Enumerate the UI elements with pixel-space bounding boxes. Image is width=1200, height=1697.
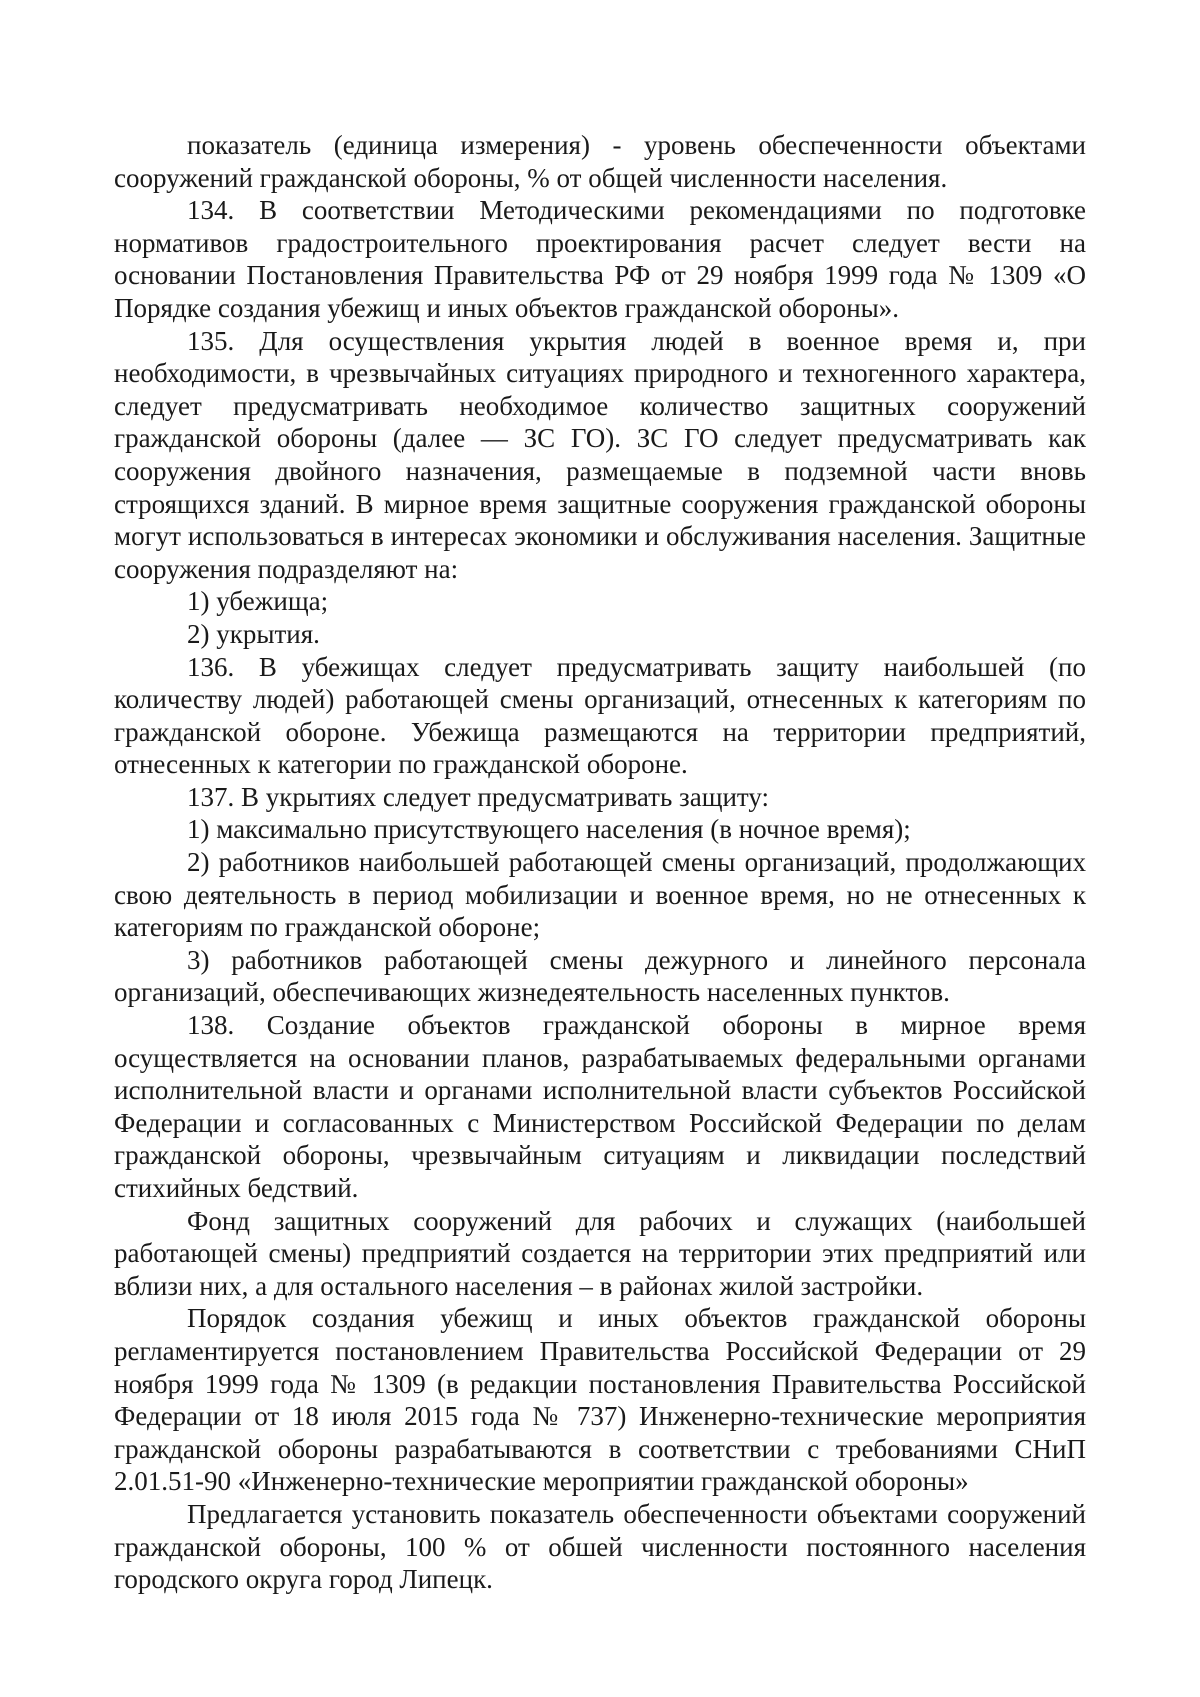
list-item-population: 1) максимально присутствующего населения (в ночное время);: [187, 814, 911, 845]
paragraph-137: 137. В укрытиях следует предусматривать защиту:: [187, 781, 770, 812]
document-body: [114, 129, 1086, 1596]
list-item-shelters: 1) убежища;: [187, 586, 329, 617]
paragraph-138: 138. Создание объектов гражданской обороны в мирное время осуществляется на основании планов, разрабатываемых федеральными органами исполнительной власти и органами исполнительной власти субъектов Российской Федерации и согласованных с Министерством Российской Федерации по делам гражданской обороны, чрезвычайным ситуациям и ликвидации последствий стихийных бедствий.: [114, 1010, 1086, 1203]
list-item-covers: 2) укрытия.: [187, 618, 320, 649]
paragraph-continuation: показатель (единица измерения) - уровень обеспеченности объектами сооружений гражданской обороны, % от общей численности населения.: [114, 130, 1086, 193]
paragraph-fund: Фонд защитных сооружений для рабочих и служащих (наибольшей работающей смены) предприятий создается на территории этих предприятий или вблизи них, а для остального населения – в районах жилой застройки.: [114, 1205, 1086, 1301]
list-item-duty-staff: 3) работников работающей смены дежурного и линейного персонала организаций, обеспечивающих жизнедеятельность населенных пунктов.: [114, 944, 1086, 1008]
paragraph-procedure: Порядок создания убежищ и иных объектов гражданской обороны регламентируется постановлением Правительства Российской Федерации от 29 ноября 1999 года № 1309 (в редакции постановления Правительства Российской Федерации от 18 июля 2015 года № 737) Инженерно-технические мероприятия гражданской обороны разрабатываются в соответствии с требованиями СНиП 2.01.51-90 «Инженерно-технические мероприятии гражданской обороны»: [114, 1303, 1086, 1497]
paragraph-134: 134. В соответствии Методическими рекомендациями по подготовке нормативов градостроительного проектирования расчет следует вести на основании Постановления Правительства РФ от 29 ноября 1999 года № 1309 «О Порядке создания убежищ и иных объектов гражданской обороны».: [114, 195, 1086, 323]
paragraph-proposal: Предлагается установить показатель обеспеченности объектами сооружений гражданской обороны, 100 % от обшей численности постоянного населения городского округа город Липецк.: [114, 1498, 1086, 1595]
list-item-workers: 2) работников наибольшей работающей смены организаций, продолжающих свою деятельность в период мобилизации и военное время, но не отнесенных к категориям по гражданской обороне;: [114, 847, 1086, 943]
paragraph-136: 136. В убежищах следует предусматривать защиту наибольшей (по количеству людей) работающей смены организаций, отнесенных к категориям по гражданской обороне. Убежища размещаются на территории предприятий, отнесенных к категории по гражданской обороне.: [114, 651, 1086, 780]
paragraph-135: 135. Для осуществления укрытия людей в военное время и, при необходимости, в чрезвычайных ситуациях природного и техногенного характера, следует предусматривать необходимое количество защитных сооружений гражданской обороны (далее — ЗС ГО). ЗС ГО следует предусматривать как сооружения двойного назначения, размещаемые в подземной части вновь строящихся зданий. В мирное время защитные сооружения гражданской обороны могут использоваться в интересах экономики и обслуживания населения. Защитные сооружения подразделяют на:: [114, 325, 1086, 584]
